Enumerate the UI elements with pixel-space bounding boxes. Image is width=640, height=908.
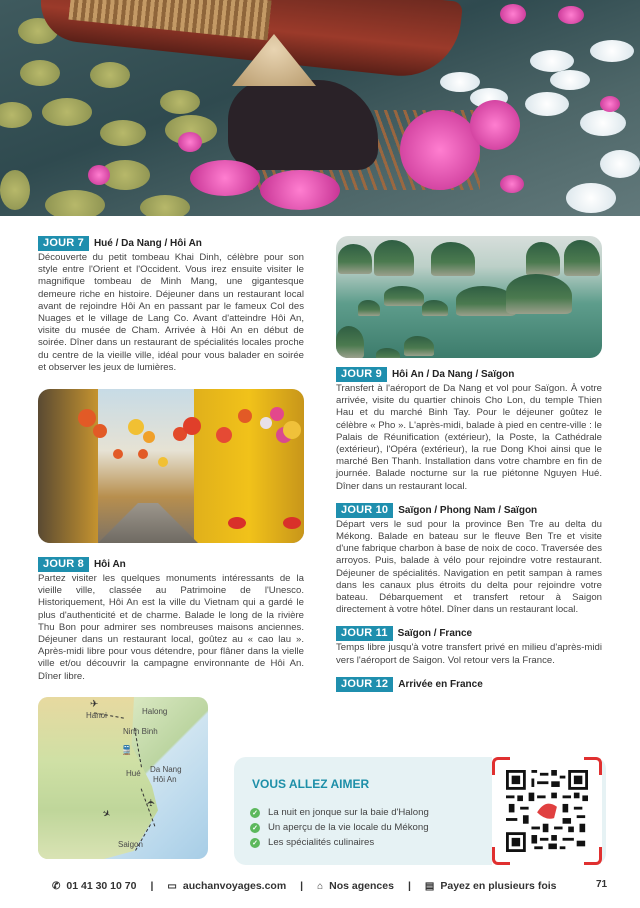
day-title: Hôi An / Da Nang / Saïgon xyxy=(391,369,515,380)
day-8 xyxy=(38,557,304,683)
separator: | xyxy=(407,880,411,892)
day-badge: JOUR 8 xyxy=(38,557,89,572)
hoi-an-street-photo xyxy=(38,389,304,543)
day-10 xyxy=(336,503,602,617)
woman-figure xyxy=(228,80,378,170)
map-label-halong: Halong xyxy=(142,707,168,716)
highlight-item: ✓ Un aperçu de la vie locale du Mékong xyxy=(250,820,429,835)
right-column xyxy=(336,236,602,693)
footer-agencies[interactable]: ⌂ Nos agences xyxy=(317,880,394,892)
day-badge: JOUR 9 xyxy=(336,367,387,382)
halong-bay-photo xyxy=(336,236,602,358)
plane-icon: ✈ xyxy=(99,807,113,822)
monitor-icon: ▭ xyxy=(167,880,177,892)
day-description: Découverte du petit tombeau Khai Dinh, célèbre pour son style entre l'Orient et l'Occident. Vous irez ensuite visiter le magnifique tombeau de Minh Mang, une gigantesque demeure riche en histoire. Déjeuner dans un restaurant local avant de rejoindre Hôi An en passant par le fameux Col des Nuages et le village de Lang Co. Avant d'atteindre Hôi An, visite du musée de Cham. Arrivée à Hôi An en début de soirée. Dîner dans un restaurant de spécialités locales proche du centre de la vieille ville, idéal pour vous balader en soirée et observer les jeux de lumières. xyxy=(38,252,304,373)
plane-icon: ✈ xyxy=(90,699,99,710)
check-icon: ✓ xyxy=(250,808,260,818)
highlights-title: VOUS ALLEZ AIMER xyxy=(252,777,370,791)
day-12 xyxy=(336,677,602,692)
map-label-da-nang: Da Nang xyxy=(150,765,182,774)
hero-photo xyxy=(0,0,640,216)
footer xyxy=(52,878,612,894)
page-number: 71 xyxy=(596,879,608,890)
check-icon: ✓ xyxy=(250,823,260,833)
house-icon: ⌂ xyxy=(317,880,324,892)
day-description: Temps libre jusqu'à votre transfert privé en milieu d'après-midi vers l'aéroport de Saigon. Vol retour vers la France. xyxy=(336,642,602,666)
day-9 xyxy=(336,367,602,493)
map-label-hue: Hué xyxy=(126,769,141,778)
left-column xyxy=(38,236,304,683)
footer-payment[interactable]: ▤ Payez en plusieurs fois xyxy=(424,880,557,892)
qr-code[interactable] xyxy=(492,757,602,865)
highlight-item: ✓ Les spécialités culinaires xyxy=(250,835,429,850)
day-description: Partez visiter les quelques monuments intéressants de la vieille ville, classée au Patrimoine de l'Unesco. Historiquement, Hôi An est la ville du Vietnam qui a gardé le plus d'authenticité et de charme. Balade le long de la rivière Thu Bon pour admirer ses nombreuses maisons anciennes. Déjeuner dans un restaurant local, goûtez au « cao lau ». Après-midi libre pour vous détendre, pour flâner dans la vielle ville et/ou découvrir la campagne environnante de Hôi An. Dîner libre. xyxy=(38,573,304,682)
route-map xyxy=(38,697,208,859)
map-label-ninh-binh: Ninh Binh xyxy=(123,727,158,736)
day-title: Saïgon / Phong Nam / Saïgon xyxy=(398,504,538,516)
map-label-saigon: Saigon xyxy=(118,840,143,849)
highlight-item: ✓ La nuit en jonque sur la baie d'Halong xyxy=(250,805,429,820)
day-badge: JOUR 10 xyxy=(336,503,393,518)
day-11 xyxy=(336,626,602,666)
day-badge: JOUR 11 xyxy=(336,626,393,641)
day-description: Transfert à l'aéroport de Da Nang et vol pour Saïgon. À votre arrivée, visite du quartier chinois Cho Lon, du temple Thien Hau et du marché Binh Tay. Pour le déjeuner goûtez le célèbre « Pho ». L'après-midi, balade à pied en centre-ville : le Palais de Réunification (extérieur), la Poste, la Cathédrale (extérieur), l'Opéra (extérieur), la rue Dong Khoi ainsi que le marché Ben Thanh. Installation dans votre chambre en fin de journée. Balade nocturne sur la rue piétonne Nguyen Hué. Dîner dans un restaurant local. xyxy=(336,383,602,492)
day-7 xyxy=(38,236,304,374)
footer-website[interactable]: ▭ auchanvoyages.com xyxy=(167,880,287,892)
credit-card-icon: ▤ xyxy=(424,880,435,892)
qr-code-icon xyxy=(506,770,588,852)
plane-icon: ✈ xyxy=(146,798,158,807)
footer-phone[interactable]: ✆ 01 41 30 10 70 xyxy=(52,880,137,892)
phone-icon: ✆ xyxy=(52,880,61,892)
day-description: Départ vers le sud pour la province Ben Tre au delta du Mékong. Balade en bateau sur le fleuve Ben Tre et visite d'une fabrique charbon à base de noix de coco. Traversée des arroyos. Puis, balade à vélo pour rejoindre votre restaurant. Déjeuner de spécialités. Navigation en petit sampan à rames dans les canaux plus étroits du delta pour rejoindre votre bateau. Débarquement et transfert retour à Saigon directement à votre hôtel. Dîner dans un restaurant local. xyxy=(336,518,602,616)
map-label-hanoi: Hanoi xyxy=(86,711,107,720)
highlights-list xyxy=(250,805,429,850)
separator: | xyxy=(150,880,154,892)
day-title: Arrivée en France xyxy=(398,678,483,690)
day-title: Hué / Da Nang / Hôi An xyxy=(93,238,202,249)
day-badge: JOUR 7 xyxy=(38,236,89,251)
day-title: Hôi An xyxy=(93,559,126,571)
day-badge: JOUR 12 xyxy=(336,677,393,692)
train-icon: 🚆 xyxy=(121,745,133,755)
check-icon: ✓ xyxy=(250,838,260,848)
separator: | xyxy=(300,880,304,892)
map-label-hoi-an: Hôi An xyxy=(153,775,177,784)
day-title: Saïgon / France xyxy=(397,628,473,640)
